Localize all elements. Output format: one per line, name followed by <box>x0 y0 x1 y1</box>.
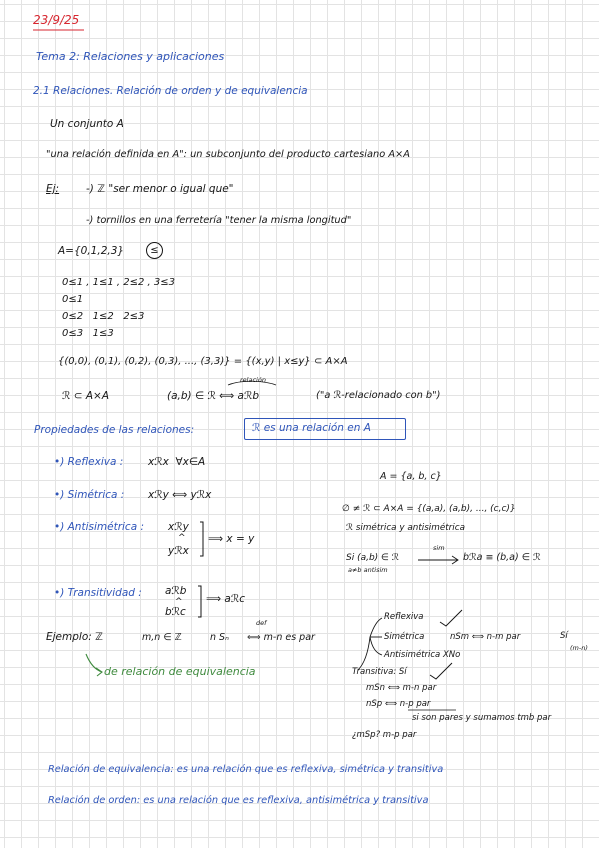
r-def-note: ("a ℛ-relacionado con b") <box>316 390 441 401</box>
transitiva-label: •) Transitividad : <box>54 587 142 599</box>
trans-line-1: mSn ⟺ m-n par <box>366 683 437 693</box>
r-subset: ℛ ⊂ A×A <box>62 390 110 402</box>
antisim-expr-a: xℛy <box>168 521 189 533</box>
ej-item-2: -) tornillos en una ferretería "tener la misma longitud" <box>86 215 352 226</box>
tema-title: Tema 2: Relaciones y aplicaciones <box>36 50 225 63</box>
simetrica-label: •) Simétrica : <box>54 489 125 501</box>
ejemplo-label: Ejemplo: ℤ <box>46 631 103 643</box>
r-def: (a,b) ∈ ℛ ⟺ aℛb <box>167 390 260 402</box>
green-note: de relación de equivalencia <box>104 665 256 678</box>
side-set-a: A = {a, b, c} <box>380 471 442 482</box>
side-sim-anti: ℛ simétrica y antisimétrica <box>346 523 465 533</box>
branch-si: Sí <box>560 631 568 641</box>
line-conjunto: Un conjunto A <box>50 118 124 130</box>
branch-si-note: (m-n) <box>570 644 588 652</box>
branch-simetrica-expr: nSm ⟺ n-m par <box>450 632 521 642</box>
relation-row-1: 0≤1 , 1≤1 , 2≤2 , 3≤3 <box>62 277 176 288</box>
branch-line-top <box>370 618 382 637</box>
reflexiva-label: •) Reflexiva : <box>54 456 124 468</box>
line-definition: "una relación definida en A": un subconjunto del producto cartesiano A×A <box>46 149 410 160</box>
side-sub: a≠b antisim <box>348 566 388 574</box>
def-equivalencia: Relación de equivalencia: es una relación que es reflexiva, simétrica y transitiva <box>48 764 444 775</box>
trans-line-2: nSp ⟺ n-p par <box>366 699 431 709</box>
transitiva-expr-b: bℛc <box>165 606 186 618</box>
relation-row-4: 0≤3 1≤3 <box>62 328 114 339</box>
branch-line-trans <box>358 637 370 670</box>
side-si: Si (a,b) ∈ ℛ <box>346 553 399 563</box>
branch-antisim: Antisimétrica XNo <box>384 650 461 660</box>
ej-label: Ej: <box>46 183 60 195</box>
ejemplo-nsn: n Sₙ <box>210 632 229 643</box>
antisim-result: ⟹ x = y <box>208 533 255 545</box>
note-date: 23/9/25 <box>33 13 80 27</box>
reflexiva-expr: xℛx ∀x∈A <box>148 456 206 468</box>
ej-item-1: -) ℤ "ser menor o igual que" <box>86 183 234 195</box>
props-box-text: ℛ es una relación en A <box>252 422 371 434</box>
pairs-line: {(0,0), (0,1), (0,2), (0,3), ..., (3,3)} = {(x,y) | x≤y} ⊂ A×A <box>58 356 348 367</box>
section-title: 2.1 Relaciones. Relación de orden y de equivalencia <box>33 85 308 97</box>
side-result: bℛa ≡ (b,a) ∈ ℛ <box>463 552 541 563</box>
transitiva-expr-hat: ^ <box>175 597 183 607</box>
branch-transitiva: Transitiva: Sí <box>352 667 407 677</box>
set-a-tag: ≤ <box>146 242 163 259</box>
sim-arrow <box>418 556 458 564</box>
antisim-expr-b: yℛx <box>168 545 189 557</box>
side-sim: sim <box>433 544 445 552</box>
set-a: A={0,1,2,3} <box>58 245 125 257</box>
branch-line-low <box>370 637 382 655</box>
relation-row-2: 0≤1 <box>62 294 84 305</box>
transitiva-result: ⟹ aℛc <box>206 593 245 605</box>
side-pairs: ∅ ≠ ℛ ⊂ A×A = {(a,a), (a,b), ..., (c,c)} <box>342 504 516 514</box>
def-orden: Relación de orden: es una relación que es reflexiva, antisimétrica y transitiva <box>48 795 429 806</box>
branch-simetrica: Simétrica <box>384 632 425 642</box>
transitiva-brace <box>198 586 201 617</box>
ejemplo-expr: m,n ∈ ℤ <box>142 632 182 643</box>
ejemplo-def: def <box>256 619 267 627</box>
antisim-brace <box>200 522 203 556</box>
ejemplo-rhs: ⟺ m-n es par <box>247 632 315 643</box>
antisim-label: •) Antisimétrica : <box>54 521 145 533</box>
check-mark-transitiva <box>430 663 452 679</box>
trans-line-3: si son pares y sumamos tmb par <box>412 713 552 723</box>
trans-line-4: ¿mSp? m-p par <box>352 730 417 740</box>
relation-row-3: 0≤2 1≤2 2≤3 <box>62 311 145 322</box>
check-mark-reflexiva <box>440 610 462 626</box>
simetrica-expr: xℛy ⟺ yℛx <box>148 489 212 501</box>
branch-reflexiva: Reflexiva <box>384 612 424 622</box>
antisim-expr-hat: ^ <box>178 533 186 543</box>
props-title: Propiedades de las relaciones: <box>34 424 195 436</box>
r-def-over: relación <box>240 376 266 384</box>
transitiva-expr-a: aℛb <box>165 585 187 597</box>
green-arrow <box>86 654 102 676</box>
